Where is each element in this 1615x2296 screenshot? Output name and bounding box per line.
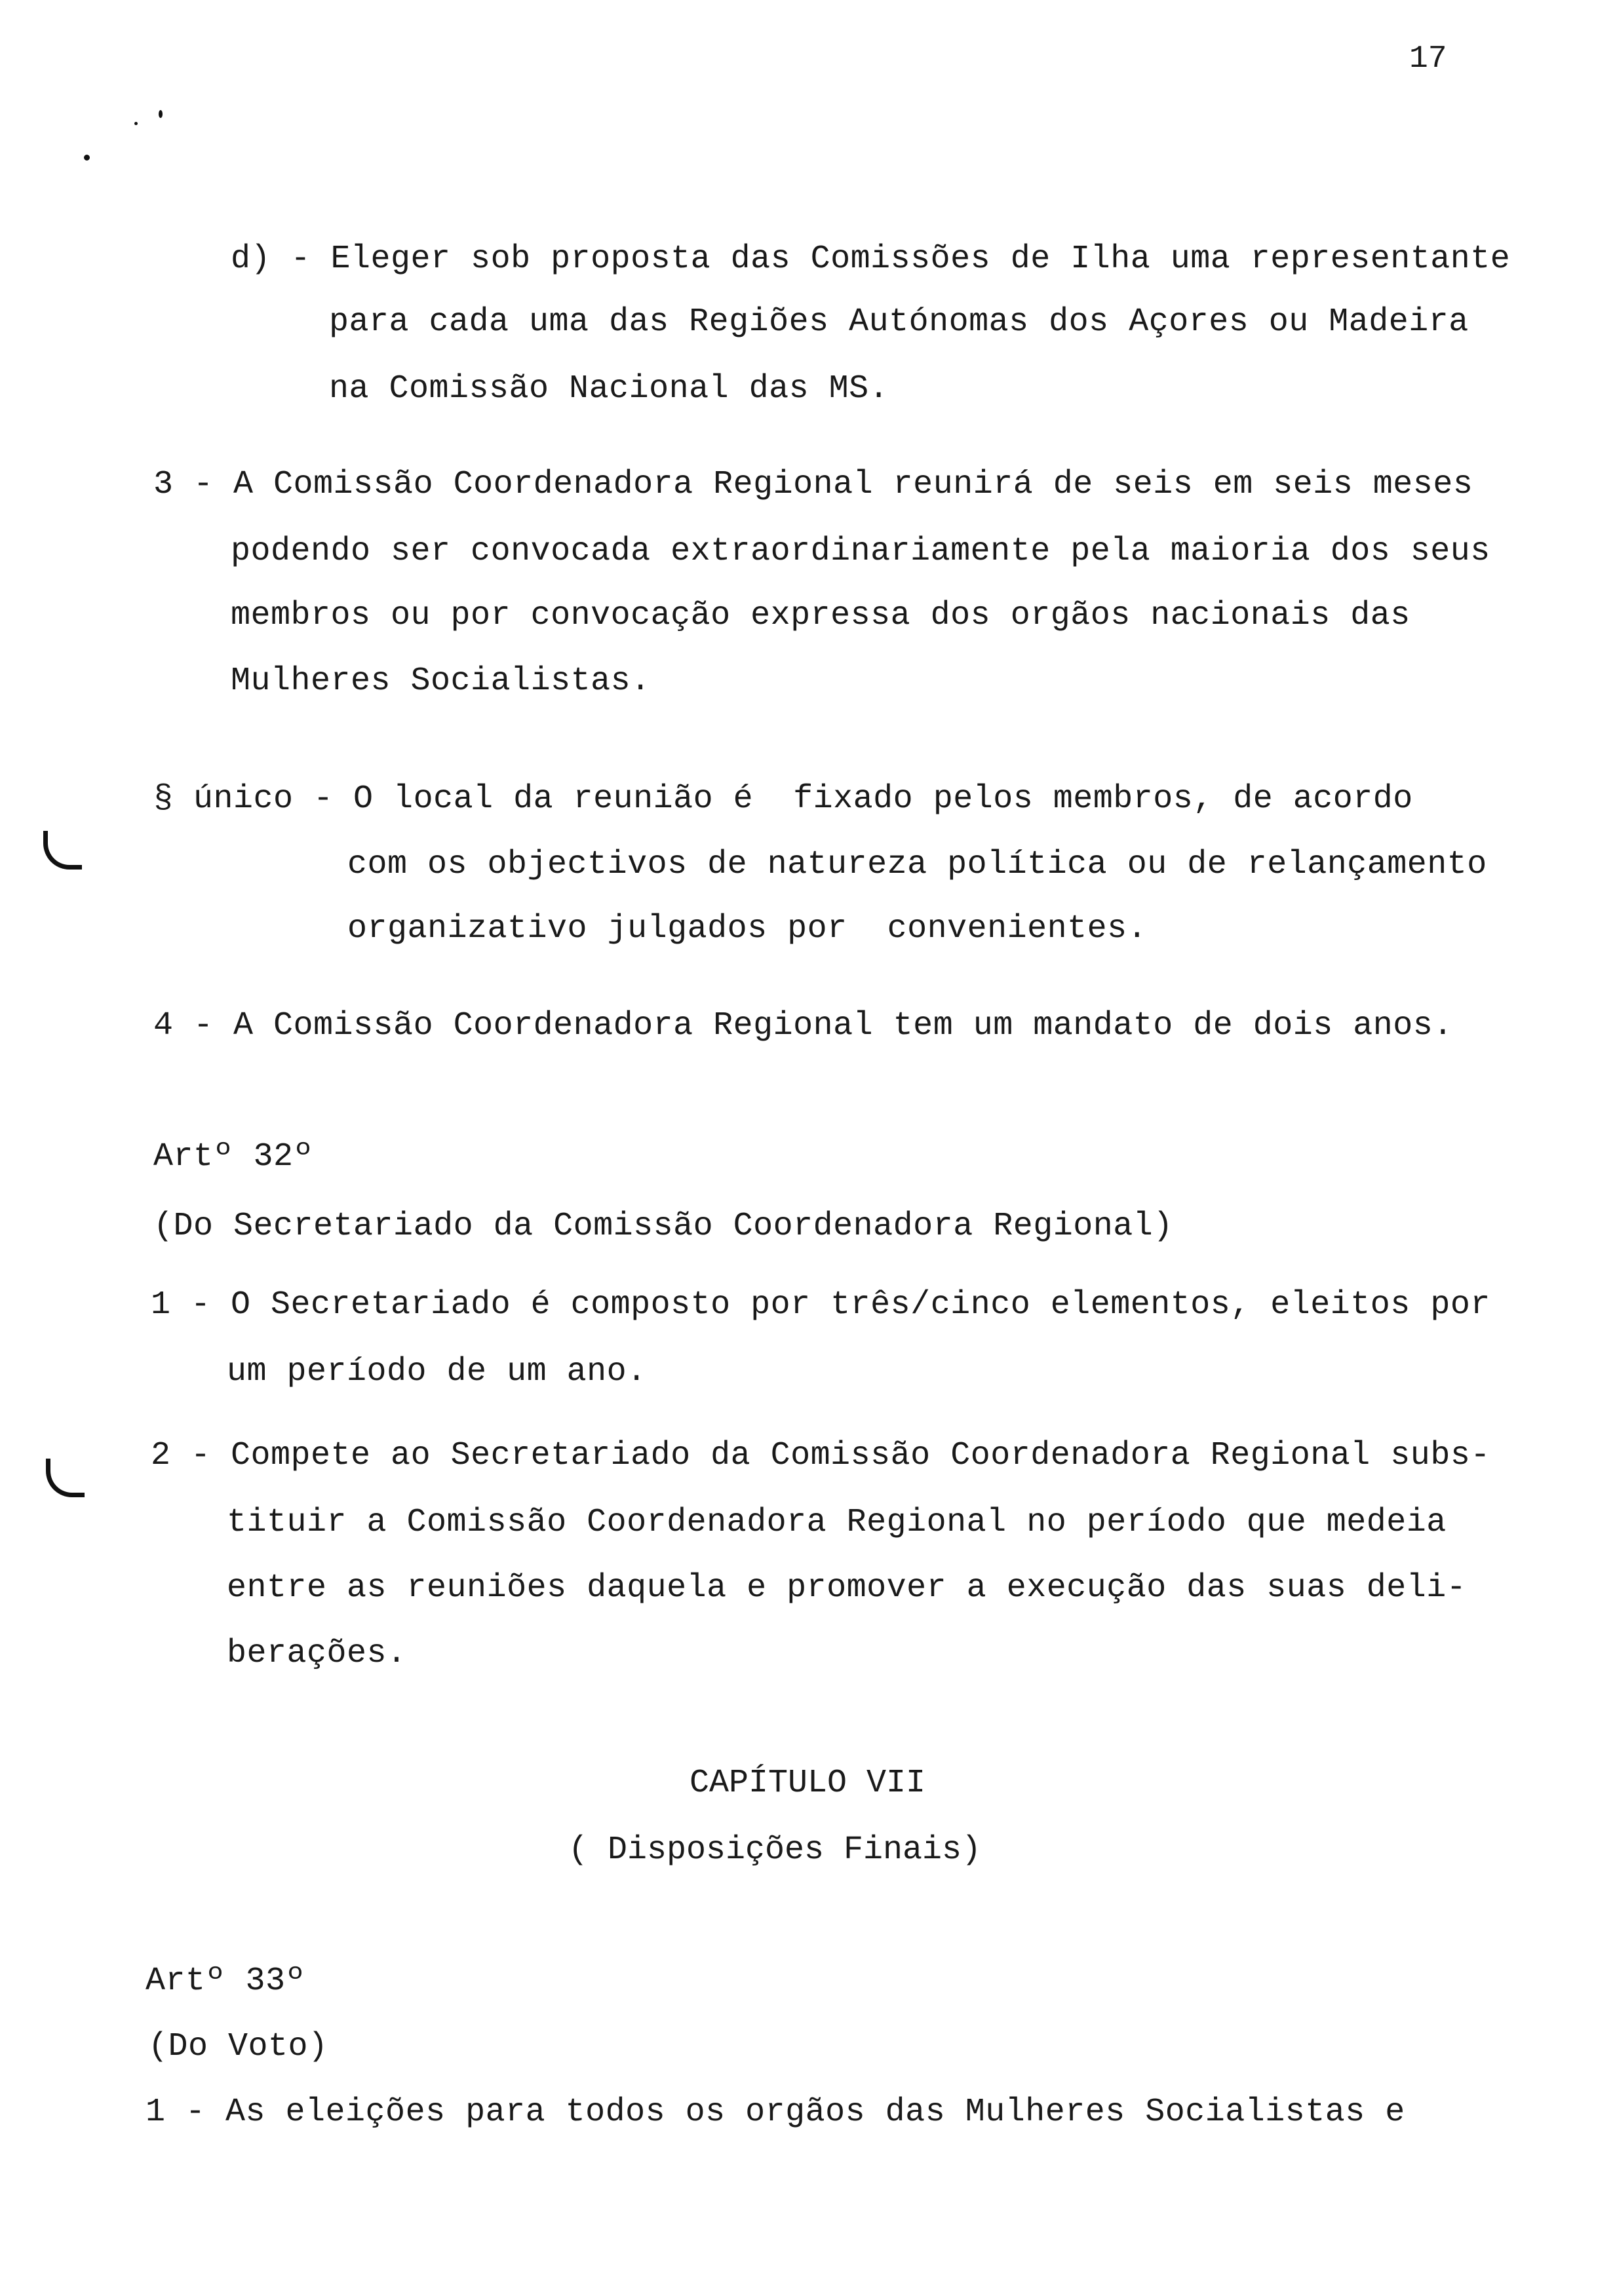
chapter-subtitle: ( Disposições Finais) [568,1831,982,1869]
item-3-line-1: 3 - A Comissão Coordenadora Regional reunirá de seis em seis meses [153,466,1473,503]
item-d-line-1: d) - Eleger sob proposta das Comissões de Ilha uma representante [231,240,1511,278]
art32-item-2-line-4: berações. [227,1635,407,1672]
speck-mark [84,155,90,161]
chapter-title: CAPÍTULO VII [689,1765,926,1802]
art32-item-2-line-2: tituir a Comissão Coordenadora Regional no período que medeia [227,1504,1447,1541]
item-3-line-4: Mulheres Socialistas. [231,662,651,700]
item-3-line-2: podendo ser convocada extraordinariamente pela maioria dos seus [231,533,1490,570]
item-d-line-2: para cada uma das Regiões Autónomas dos Açores ou Madeira [329,303,1469,341]
unico-line-3: organizativo julgados por convenientes. [347,910,1148,947]
punch-hole-mark [43,831,82,870]
art32-item-1-line-2: um período de um ano. [227,1353,647,1390]
art33-subheading: (Do Voto) [148,2028,328,2065]
art32-item-2-line-3: entre as reuniões daquela e promover a execução das suas deli- [227,1569,1467,1607]
art33-item-1-line-1: 1 - As eleições para todos os orgãos das Mulheres Socialistas e [146,2094,1405,2131]
speck-mark [159,110,163,118]
punch-hole-mark [46,1459,85,1497]
art32-item-1-line-1: 1 - O Secretariado é composto por três/cinco elementos, eleitos por [151,1286,1490,1324]
art32-subheading: (Do Secretariado da Comissão Coordenadora Regional) [153,1208,1173,1245]
unico-line-1: § único - O local da reunião é fixado pelos membros, de acordo [153,780,1413,818]
unico-line-2: com os objectivos de natureza política ou de relançamento [347,846,1487,883]
art32-item-2-line-1: 2 - Compete ao Secretariado da Comissão Coordenadora Regional subs- [151,1437,1490,1474]
art33-heading: Artº 33º [146,1962,306,2000]
item-4-line-1: 4 - A Comissão Coordenadora Regional tem um mandato de dois anos. [153,1007,1453,1044]
item-d-line-3: na Comissão Nacional das MS. [329,370,889,408]
speck-mark [134,122,138,125]
page-number: 17 [1409,41,1447,77]
art32-heading: Artº 32º [153,1138,314,1176]
item-3-line-3: membros ou por convocação expressa dos orgãos nacionais das [231,597,1411,634]
